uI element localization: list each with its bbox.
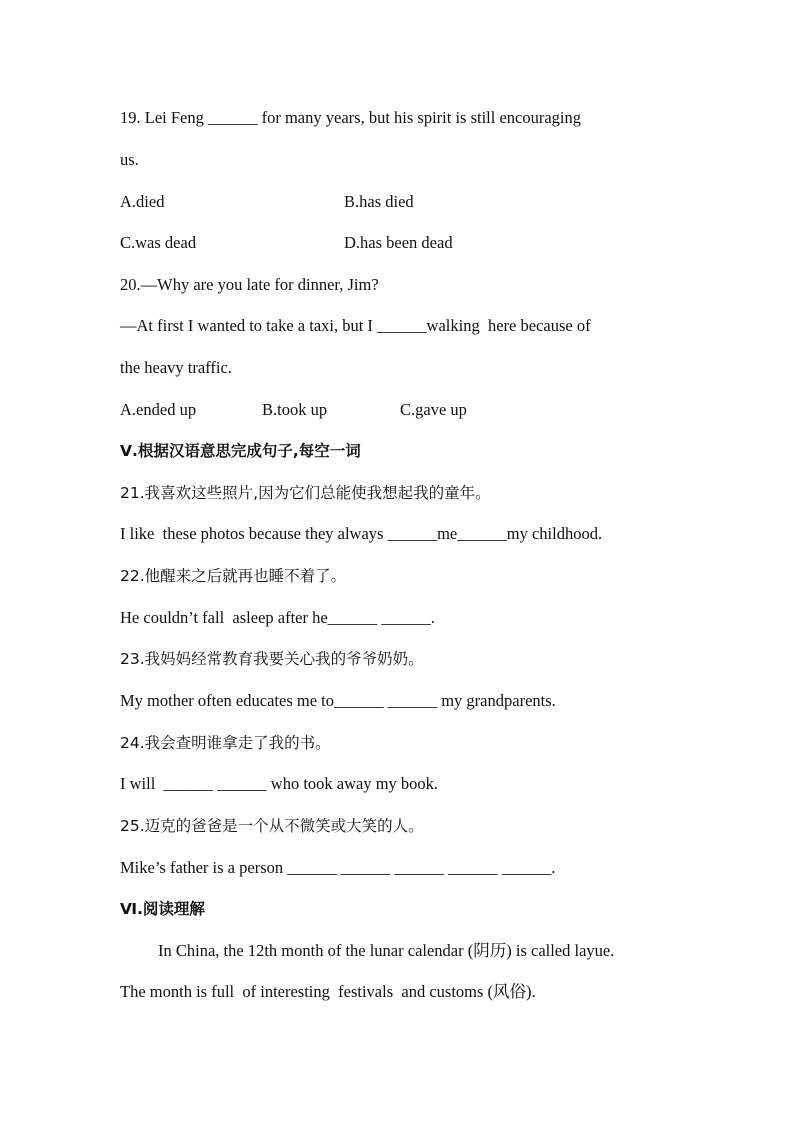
q20-option-c: C.gave up <box>400 400 467 419</box>
q23-english: My mother often educates me to______ ______ my grandparents. <box>120 691 556 710</box>
question-20-dialog: —At first I wanted to take a taxi, but I ______walking here because of <box>120 316 591 335</box>
q21-english: I like these photos because they always ______me______my childhood. <box>120 524 603 543</box>
q20-option-b: B.took up <box>262 400 328 419</box>
q19-option-d: D.has been dead <box>344 233 453 252</box>
section-5-title: Ⅴ.根据汉语意思完成句子,每空一词 <box>120 442 361 460</box>
q23-chinese: 23.我妈妈经常教育我要关心我的爷爷奶奶。 <box>120 650 424 668</box>
q25-english: Mike’s father is a person ______ ______ ______ ______ ______. <box>120 858 556 877</box>
q20-option-a: A.ended up <box>120 400 197 419</box>
reading-paragraph-line-2: The month is full of interesting festivals and customs (风俗). <box>120 982 536 1001</box>
section-6-title: Ⅵ.阅读理解 <box>120 900 205 918</box>
q19-option-a: A.died <box>120 192 165 211</box>
question-19-text: 19. Lei Feng ______ for many years, but his spirit is still encouraging <box>120 108 582 127</box>
question-19-text-cont: us. <box>120 150 139 169</box>
reading-paragraph-line-1: In China, the 12th month of the lunar calendar (阴历) is called layue. <box>158 941 615 960</box>
q22-chinese: 22.他醒来之后就再也睡不着了。 <box>120 567 347 585</box>
question-20-text: 20.—Why are you late for dinner, Jim? <box>120 275 379 294</box>
q21-chinese: 21.我喜欢这些照片,因为它们总能使我想起我的童年。 <box>120 484 491 502</box>
q19-option-b: B.has died <box>344 192 414 211</box>
q25-chinese: 25.迈克的爸爸是一个从不微笑或大笑的人。 <box>120 817 424 835</box>
q24-chinese: 24.我会查明谁拿走了我的书。 <box>120 734 331 752</box>
q22-english: He couldn’t fall asleep after he______ ______. <box>120 608 435 627</box>
q24-english: I will ______ ______ who took away my book. <box>120 774 439 793</box>
question-20-dialog-cont: the heavy traffic. <box>120 358 232 377</box>
q19-option-c: C.was dead <box>120 233 197 252</box>
